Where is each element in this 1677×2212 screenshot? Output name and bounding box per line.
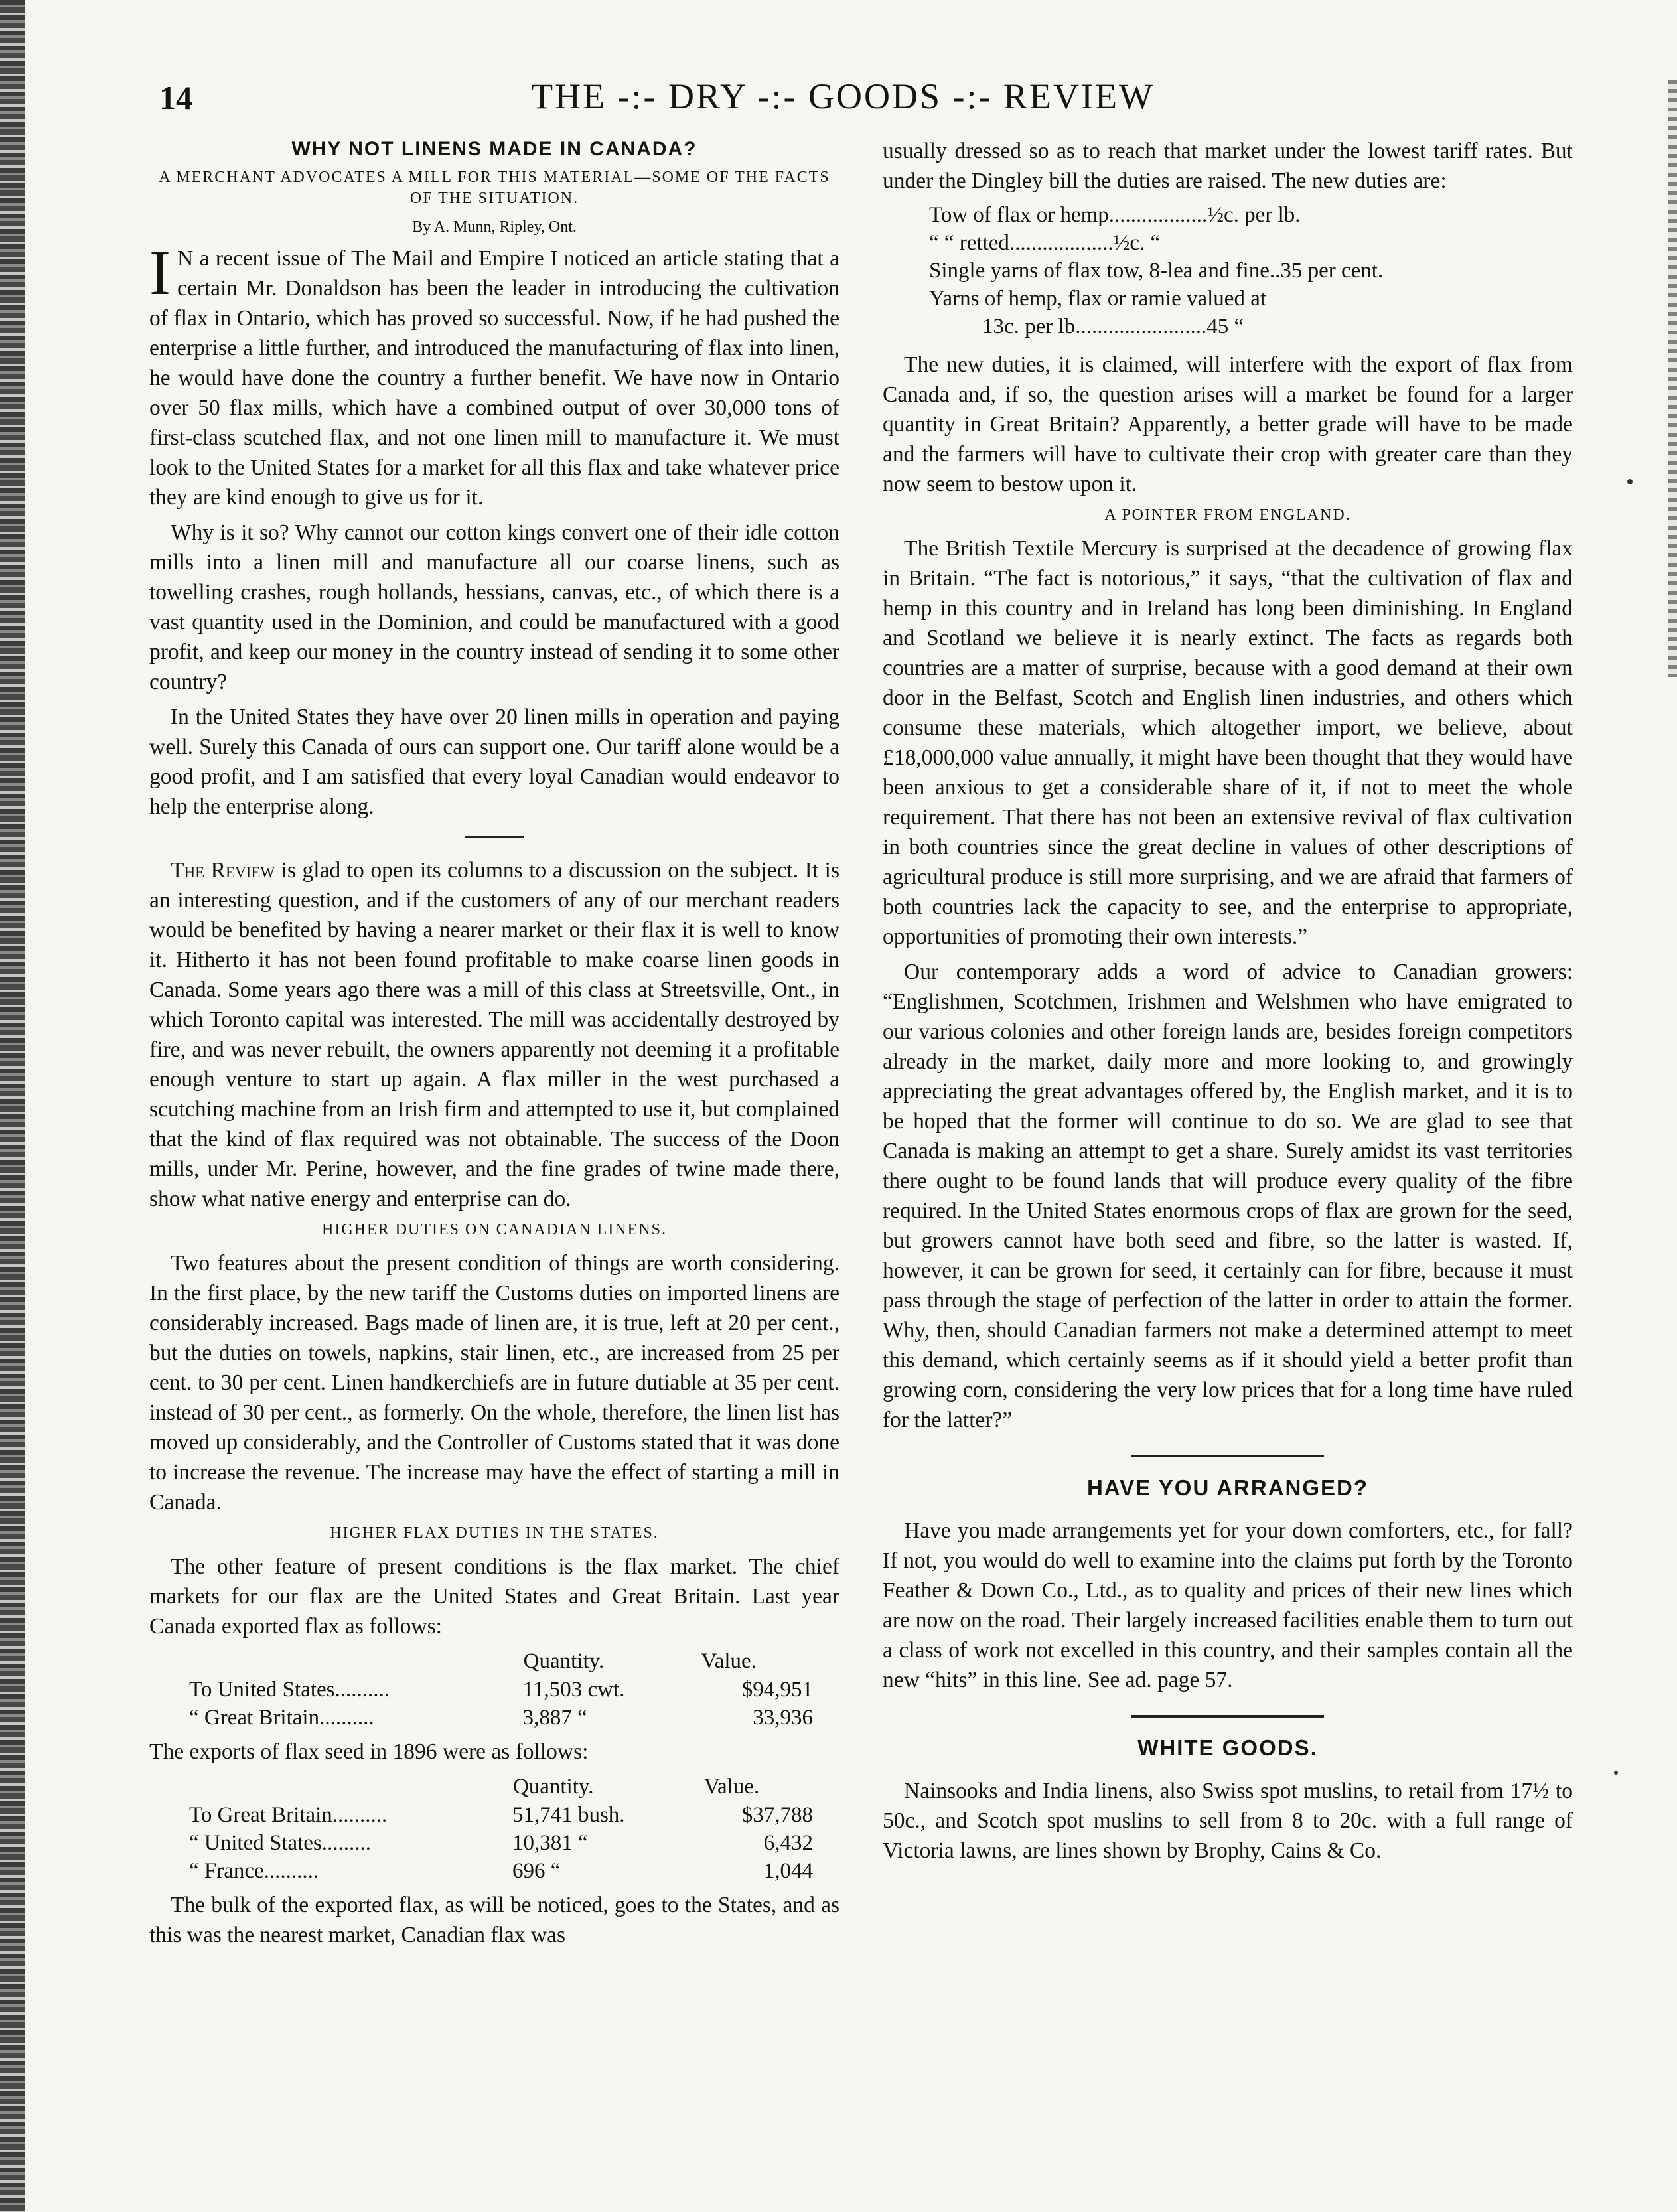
table-header-row: Quantity. Value. [523,1649,757,1673]
paragraph: I N a recent issue of The Mail and Empire I noticed an article stating that a certain Mr. Donaldson has been the leader in introducing the cultivation of flax in Ontario, which has proved so successful. Now, if he had pushed the enterprise a little further, and introduced the manufacturing of flax into linen, he would have done the country a further benefit. We have now in Ontario over 50 flax mills, which have a combined output of over 30,000 tons of first-class scutched flax, and not one linen mill to manufacture it. We must look to the United States for a market for all this flax and take whatever price they are kind enough to give us for it. [149,237,839,510]
table-row: “ Great Britain.......... 3,887 “ 33,936 [189,1706,813,1730]
duty-line: Yarns of hemp, flax or ramie valued at [929,287,1267,311]
divider [465,836,524,838]
page-header [159,78,1526,131]
divider [1131,1455,1324,1457]
paragraph: Our contemporary adds a word of advice to Canadian growers: “Englishmen, Scotchmen, Irishmen and Welshmen who have emigrated to our various colonies and other foreign lands are, besides foreign competitors already in the market, daily more and more looking to, and growingly appreciating the great advantages offered by, the English market, and it is to be hoped that the former will continue to do so. We are glad to see that Canada is making an attempt to get a share. Surely amidst its vast territories there ought to be found lands that will produce every quality of the fibre required. In the United States enormous crops of flax are grown for the seed, but growers cannot have both seed and fibre, so the latter is wasted. If, however, it can be grown for seed, it certainly can for fibre, because it must pass through the stage of perfection of the latter in order to attain the former. Why, then, should Canadian farmers not make a determined attempt to meet this demand, which certainly seems as if it should yield a better profit than growing corn, considering the very low prices that for a long time have ruled for the latter?” [883,960,1573,1432]
paragraph: The exports of flax seed in 1896 were as follows: [149,1739,589,1764]
paragraph: usually dressed so as to reach that market under the lowest tariff rates. But under the Dingley bill the duties are raised. The new duties are: [883,139,1573,193]
scan-speck [1627,479,1633,484]
scan-binding-edge [0,0,25,2212]
duty-line: Tow of flax or hemp..................½c. per lb. [929,203,1301,227]
scan-right-edge [1668,80,1677,677]
paragraph: Have you made arrangements yet for your down comforters, etc., for fall? If not, you would do well to examine into the claims put forth by the Toronto Feather & Down Co., Ltd., as to quality and prices of their new lines which are now on the road. Their largely increased facilities enable them to turn out a class of work not excelled in this country, and their samples contain all the new “hits” in this line. See ad. page 57. [883,1518,1573,1692]
byline: By A. Munn, Ripley, Ont. [412,218,577,236]
table-header-row: Quantity. Value. [512,1775,760,1799]
drop-cap: I [149,237,171,308]
table-row: To Great Britain.......... 51,741 bush. $37,788 [189,1803,813,1827]
flax-export-table [149,1647,839,1732]
table-row: To United States.......... 11,503 cwt. $94,951 [189,1678,813,1702]
paragraph: The British Textile Mercury is surprised at the decadence of growing flax in Britain. “The fact is notorious,” it says, “that the cultivation of flax and hemp in this country and in Ireland has long been diminishing. In England and Scotland we believe it is nearly extinct. The facts as regards both countries are a matter of surprise, because with a good demand at their own door in the Belfast, Scotch and English linen industries, and others which consume these materials, which altogether import, we believe, about £18,000,000 value annually, it might have been thought that they would have been anxious to get a considerable share of it, if not to meet the whole requirement. That there has not been an extensive revival of flax cultivation in both countries since the great decline in values of other descriptions of agricultural produce is still more surprising, and we are afraid that farmers of both countries lack the capacity to see, and the enterprise to appropriate, opportunities of promoting their own interests.” [883,536,1573,949]
article-subheading: A MERCHANT ADVOCATES A MILL FOR THIS MATERIAL—SOME OF THE FACTS OF THE SITUATION. [159,169,830,207]
paragraph: The new duties, it is claimed, will interfere with the export of flax from Canada and, if so, the question arises will a market be found for a larger quantity in Great Britain? Apparently, a better grade will have to be made and the farmers will have to cultivate their crop with greater care than they now seem to bestow upon it. [883,352,1573,496]
scan-speck [1614,1771,1618,1775]
duties-list [929,201,1573,340]
duty-line: “ “ retted...................½c. “ [929,231,1161,255]
duty-line: Single yarns of flax tow, 8-lea and fine..35 per cent. [929,259,1384,283]
paragraph: The bulk of the exported flax, as will be noticed, goes to the States, and as this was the nearest market, Canadian flax was [149,1893,839,1947]
left-column [149,136,839,1955]
table-row: “ France.......... 696 “ 1,044 [189,1859,813,1883]
article-heading: WHITE GOODS. [1137,1735,1318,1760]
page-number: 14 [159,79,192,116]
paragraph: The other feature of present conditions is the flax market. The chief markets for our flax are the United States and Great Britain. Last year Canada exported flax as follows: [149,1554,839,1639]
paragraph: Two features about the present condition of things are worth considering. In the first place, by the new tariff the Customs duties on imported linens are considerably increased. Bags made of linen are, it is true, left at 20 per cent., but the duties on towels, napkins, stair linen, etc., are increased from 25 per cent. to 30 per cent. Linen handkerchiefs are in future dutiable at 35 per cent. instead of 30 per cent., as formerly. On the whole, therefore, the linen list has moved up considerably, and the Controller of Customs stated that it was done to increase the revenue. The increase may have the effect of starting a mill in Canada. [149,1251,839,1514]
duty-line: 13c. per lb........................45 “ [982,315,1244,338]
publication-title: THE -:- DRY -:- GOODS -:- REVIEW [531,76,1155,116]
section-heading: HIGHER DUTIES ON CANADIAN LINENS. [322,1221,667,1238]
article-heading: HAVE YOU ARRANGED? [1086,1475,1369,1500]
article-heading: WHY NOT LINENS MADE IN CANADA? [291,138,697,160]
table-row: “ United States......... 10,381 “ 6,432 [189,1831,813,1855]
review-lead: The Review [171,858,275,883]
right-column [883,136,1573,1871]
paragraph: Why is it so? Why cannot our cotton kings convert one of their idle cotton mills into a linen mill and manufacture all our coarse linens, such as towelling crashes, rough hollands, hessians, canvas, etc., of which there is a vast quantity used in the Dominion, and could be manufactured with a good profit, and keep our money in the country instead of sending it to some other country? [149,520,839,694]
flax-seed-table [149,1772,839,1885]
section-heading: A POINTER FROM ENGLAND. [1104,506,1351,524]
paragraph: The Review is glad to open its columns to a discussion on the subject. It is an interesting question, and if the customers of any of our merchant readers would be benefited by having a nearer market or their flax it is well to know it. Hitherto it has not been found profitable to make coarse linen goods in Canada. Some years ago there was a mill of this class at Streetsville, Ont., in which Toronto capital was interested. The mill was accidentally destroyed by fire, and was never rebuilt, the owners apparently not deeming it a profitable enough venture to start up again. A flax miller in the west purchased a scutching machine from an Irish firm and attempted to use it, but complained that the kind of flax required was not obtainable. The success of the Doon mills, under Mr. Perine, however, and the fine grades of twine made there, show what native energy and enterprise can do. [149,858,840,1211]
paragraph: Nainsooks and India linens, also Swiss spot muslins, to retail from 17½ to 50c., and Scotch spot muslins to sell from 8 to 20c. with a full range of Victoria lawns, are lines shown by Brophy, Cains & Co. [883,1779,1573,1863]
paragraph: In the United States they have over 20 linen mills in operation and paying well. Surely this Canada of ours can support one. Our tariff alone would be a good profit, and I am satisfied that every loyal Canadian would endeavor to help the enterprise along. [149,705,839,819]
section-heading: HIGHER FLAX DUTIES IN THE STATES. [330,1524,659,1542]
divider [1131,1715,1324,1718]
